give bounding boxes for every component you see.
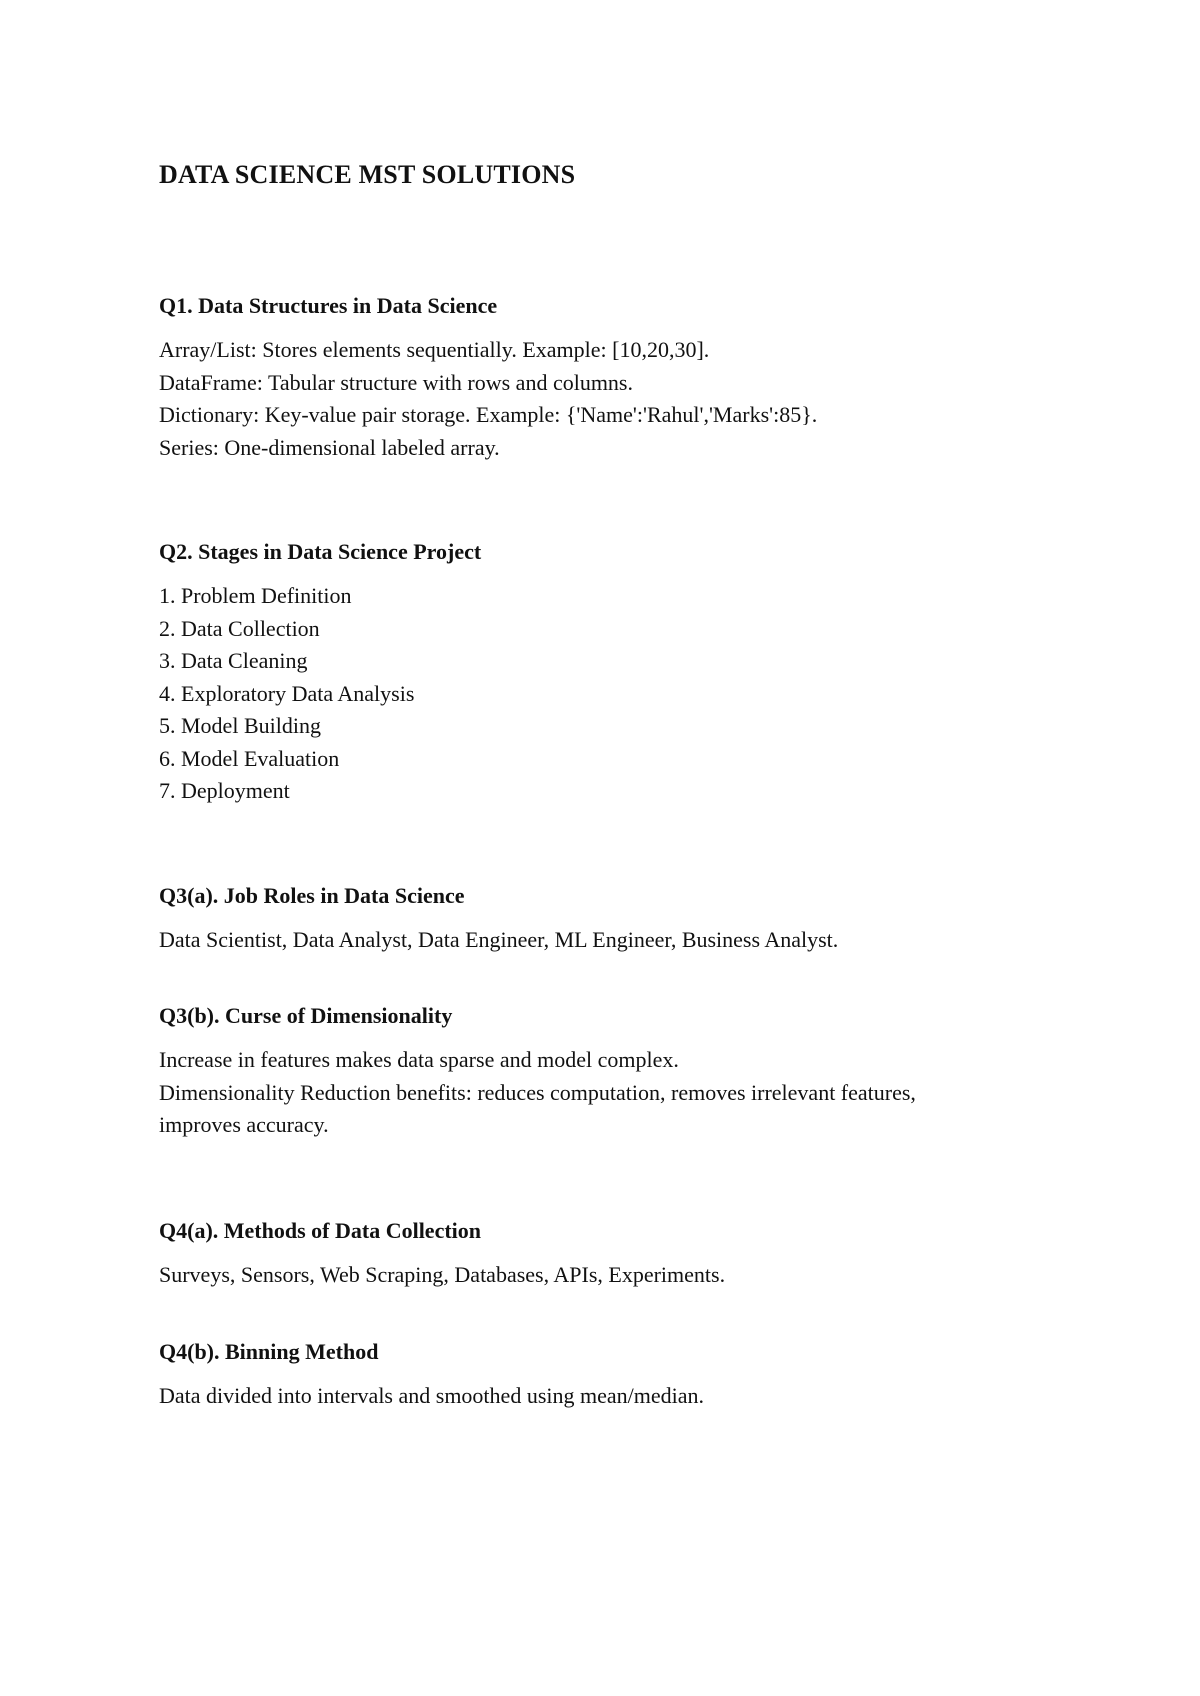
section-body (159, 334, 1059, 464)
section-body (159, 924, 1059, 957)
section-q4a (159, 1217, 1059, 1292)
text-line: improves accuracy. (159, 1112, 329, 1137)
text-line: Array/List: Stores elements sequentially. Example: [10,20,30]. (159, 337, 710, 362)
text-line: Increase in features makes data sparse and model complex. (159, 1047, 679, 1072)
section-body (159, 580, 1059, 808)
section-heading: Q1. Data Structures in Data Science (159, 293, 498, 318)
section-body (159, 1380, 1059, 1413)
list-item: 5. Model Building (159, 713, 321, 738)
text-line: Data Scientist, Data Analyst, Data Engineer, ML Engineer, Business Analyst. (159, 926, 839, 952)
section-heading: Q2. Stages in Data Science Project (159, 539, 482, 564)
document-content (159, 158, 1059, 1413)
text-line: DataFrame: Tabular structure with rows and columns. (159, 369, 633, 395)
text-line: Dimensionality Reduction benefits: reduces computation, removes irrelevant features, (159, 1079, 916, 1105)
document-title: DATA SCIENCE MST SOLUTIONS (159, 160, 576, 189)
section-heading: Q4(a). Methods of Data Collection (159, 1217, 482, 1243)
text-line: Data divided into intervals and smoothed using mean/median. (159, 1383, 704, 1408)
section-q4b (159, 1338, 1059, 1413)
list-item: 3. Data Cleaning (159, 648, 308, 673)
section-body (159, 1259, 1059, 1292)
section-heading: Q4(b). Binning Method (159, 1339, 379, 1364)
section-q1 (159, 292, 1059, 464)
text-line: Series: One-dimensional labeled array. (159, 434, 500, 460)
list-item: 6. Model Evaluation (159, 745, 340, 771)
section-q2 (159, 538, 1059, 808)
text-line: Surveys, Sensors, Web Scraping, Databases, APIs, Experiments. (159, 1261, 726, 1287)
list-item: 4. Exploratory Data Analysis (159, 680, 415, 706)
list-item: 7. Deployment (159, 778, 290, 803)
section-heading: Q3(a). Job Roles in Data Science (159, 882, 465, 908)
text-line: Dictionary: Key-value pair storage. Example: {'Name':'Rahul','Marks':85}. (159, 402, 818, 427)
section-q3a (159, 882, 1059, 957)
list-item: 1. Problem Definition (159, 583, 352, 608)
section-heading: Q3(b). Curse of Dimensionality (159, 1003, 453, 1028)
section-q3b (159, 1002, 1059, 1142)
list-item: 2. Data Collection (159, 615, 320, 641)
section-body (159, 1044, 1059, 1142)
